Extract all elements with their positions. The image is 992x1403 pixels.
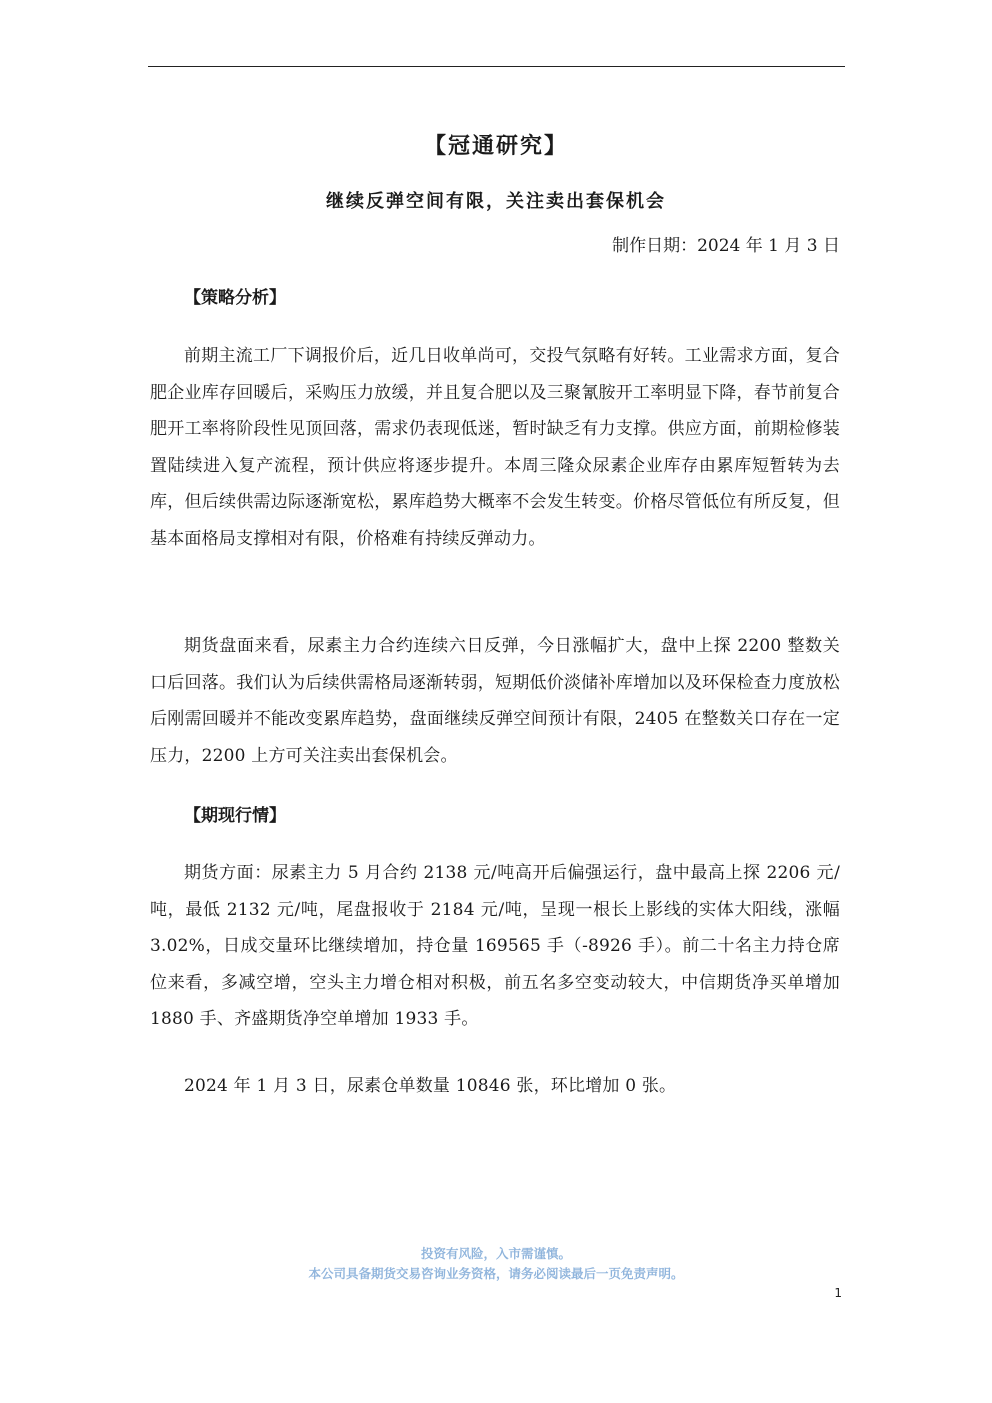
disclaimer-notice: 本公司具备期货交易咨询业务资格，请务必阅读最后一页免责声明。 (308, 1266, 684, 1281)
risk-notice: 投资有风险，入市需谨慎。 (420, 1246, 571, 1261)
header-rule (148, 66, 845, 67)
document-title: 继续反弹空间有限，关注卖出套保机会 (326, 191, 666, 212)
strategy-heading: 【策略分析】 (184, 288, 286, 308)
market-heading: 【期现行情】 (184, 806, 286, 826)
strategy-paragraph-2: 期货盘面来看，尿素主力合约连续六日反弹，今日涨幅扩大，盘中上探 2200 整数关口后回落。我们认为后续供需格局逐渐转弱，短期低价淡储补库增加以及环保检查力度放松后刚需回暖并不能改变累库趋势，盘面继续反弹空间预计有限，2405 在整数关口存在一定压力，2200 上方可关注卖出套保机会。 (150, 636, 840, 766)
strategy-paragraph-1: 前期主流工厂下调报价后，近几日收单尚可，交投气氛略有好转。工业需求方面，复合肥企业库存回暖后，采购压力放缓，并且复合肥以及三聚氰胺开工率明显下降，春节前复合肥开工率将阶段性见顶回落，需求仍表现低迷，暂时缺乏有力支撑。供应方面，前期检修装置陆续进入复产流程，预计供应将逐步提升。本周三隆众尿素企业库存由累库短暂转为去库，但后续供需边际逐渐宽松，累库趋势大概率不会发生转变。价格尽管低位有所反复，但基本面格局支撑相对有限，价格难有持续反弹动力。 (150, 346, 840, 549)
brand-title: 【冠通研究】 (423, 133, 568, 159)
market-paragraph-1: 期货方面：尿素主力 5 月合约 2138 元/吨高开后偏强运行，盘中最高上探 2206 元/吨，最低 2132 元/吨，尾盘报收于 2184 元/吨，呈现一根长上影线的实体大阳线，涨幅 3.02%，日成交量环比继续增加，持仓量 169565 手（-8926 手）。前二十名主力持仓席位来看，多减空增，空头主力增仓相对积极，前五名多空变动较大，中信期货净买单增加 1880 手、齐盛期货净空单增加 1933 手。 (150, 863, 840, 1029)
market-paragraph-2: 2024 年 1 月 3 日，尿素仓单数量 10846 张，环比增加 0 张。 (184, 1076, 677, 1096)
page-number: 1 (834, 1286, 842, 1300)
publish-date: 制作日期：2024 年 1 月 3 日 (612, 236, 840, 256)
